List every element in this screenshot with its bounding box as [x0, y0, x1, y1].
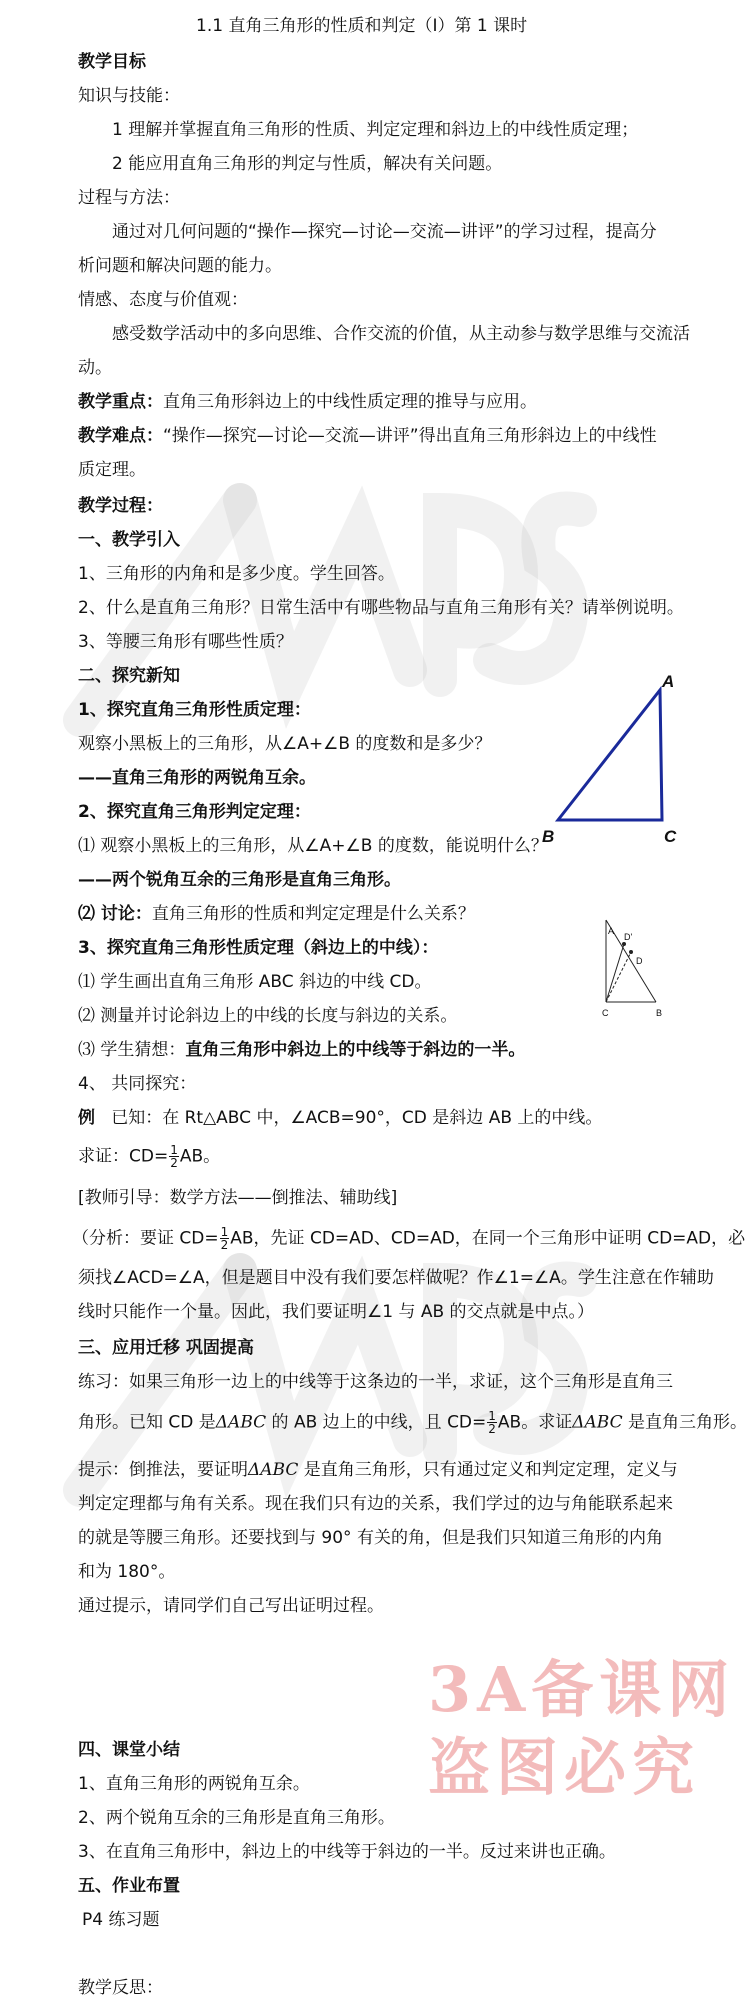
section-2-heading: 二、探究新知 [78, 666, 180, 686]
fraction-numerator: 1 [488, 1409, 496, 1423]
knowledge-label: 知识与技能： [78, 86, 180, 106]
fraction-numerator: 1 [170, 1143, 178, 1157]
fraction-denominator: 2 [488, 1422, 496, 1436]
fraction-denominator: 2 [170, 1156, 178, 1170]
analysis-line-3: 线时只能作一个量。因此，我们要证明∠1 与 AB 的交点就是中点。） [78, 1302, 595, 1322]
hint-line-3: 的就是等腰三角形。还要找到与 90° 有关的角，但是我们只知道三角形的内角 [78, 1528, 663, 1548]
example-line [78, 1106, 602, 1130]
hint-line-5: 通过提示，请同学们自己写出证明过程。 [78, 1596, 384, 1616]
fig2-d-label: D [636, 956, 643, 966]
section-1-item-2: 2、什么是直角三角形？日常生活中有哪些物品与直角三角形有关？请举例说明。 [78, 598, 684, 618]
prove-pre: 求证：CD= [78, 1146, 169, 1167]
section-4-heading: 四、课堂小结 [78, 1740, 180, 1760]
summary-item-1: 1、直角三角形的两锐角互余。 [78, 1774, 310, 1794]
exercise-line-1: 练习：如果三角形一边上的中线等于这条边的一半，求证，这个三角形是直角三 [78, 1372, 673, 1392]
process-text-1: 通过对几何问题的“操作—探究—讨论—交流—讲评”的学习过程，提高分 [112, 222, 657, 242]
section-2-item-4: 2、探究直角三角形判定定理： [78, 802, 311, 822]
hint-1a: 提示：倒推法，要证明 [78, 1460, 248, 1480]
exercise-2f: 是直角三角形。 [622, 1412, 747, 1433]
reflection-label: 教学反思： [78, 1978, 163, 1998]
hint-line-1 [78, 1458, 678, 1482]
vertex-c-label: C [664, 827, 677, 846]
knowledge-item-2: 2 能应用直角三角形的判定与性质，解决有关问题。 [112, 154, 503, 174]
section-2-item-1: 1、探究直角三角形性质定理： [78, 700, 311, 720]
figure-right-triangle [540, 670, 690, 860]
section-2-item-8: 3、探究直角三角形性质定理（斜边上的中线）： [78, 938, 439, 958]
process-heading: 教学过程： [78, 496, 163, 516]
hint-line-2: 判定定理都与角有关系。现在我们只有边的关系，我们学过的边与角能联系起来 [78, 1494, 673, 1514]
point-d-prime [622, 942, 626, 946]
guess-text: 直角三角形中斜边上的中线等于斜边的一半。 [185, 1040, 526, 1060]
process-label: 过程与方法： [78, 188, 180, 208]
prove-line [78, 1144, 220, 1169]
prove-post: AB。 [179, 1146, 221, 1167]
emotion-label: 情感、态度与价值观： [78, 290, 248, 310]
exercise-2c: 的 AB 边上的中线，且 CD= [266, 1412, 487, 1433]
section-1-item-3: 3、等腰三角形有哪些性质？ [78, 632, 293, 652]
half-fraction [487, 1410, 497, 1435]
section-2-item-5: ⑴ 观察小黑板上的三角形，从∠A+∠B 的度数，能说明什么？ [78, 836, 548, 856]
key-label: 教学重点： [78, 392, 163, 412]
knowledge-item-1: 1 理解并掌握直角三角形的性质、判定定理和斜边上的中线性质定理； [112, 120, 639, 140]
half-fraction [220, 1226, 230, 1251]
discuss-label: ⑵ 讨论： [78, 904, 152, 924]
section-2-item-3: ——直角三角形的两锐角互余。 [78, 768, 316, 788]
figure-median-triangle [590, 912, 680, 1032]
vertex-b-label: B [542, 827, 555, 846]
teacher-guide: [教师引导：数学方法——倒推法、辅助线] [78, 1188, 398, 1208]
watermark-line-1: 3A备课网 [428, 1653, 736, 1726]
summary-item-2: 2、两个锐角互余的三角形是直角三角形。 [78, 1808, 395, 1828]
point-d [629, 950, 633, 954]
median-cd [606, 952, 631, 1002]
difficulty-label: 教学难点： [78, 426, 163, 446]
section-2-item-11 [78, 1038, 525, 1062]
fraction-denominator: 2 [220, 1238, 229, 1252]
vertex-a-label: A [662, 672, 675, 691]
key-point [78, 390, 537, 414]
section-2-item-9: ⑴ 学生画出直角三角形 ABC 斜边的中线 CD。 [78, 972, 432, 992]
section-3-heading: 三、应用迁移 巩固提高 [78, 1338, 254, 1358]
section-1-item-1: 1、三角形的内角和是多少度。学生回答。 [78, 564, 395, 584]
triangle-abc-symbol: ΔABC [248, 1460, 299, 1480]
goals-heading: 教学目标 [78, 52, 146, 72]
emotion-text-1: 感受数学活动中的多向思维、合作交流的价值，从主动参与数学思维与交流活 [112, 324, 690, 344]
analysis-1a: （分析：要证 CD= [72, 1228, 219, 1249]
section-1-heading: 一、教学引入 [78, 530, 180, 550]
difficulty-text: “操作—探究—讨论—交流—讲评”得出直角三角形斜边上的中线性 [163, 426, 657, 446]
fig2-b-label: B [656, 1008, 663, 1018]
triangle-abc-symbol: ΔABC [215, 1412, 267, 1433]
section-2-item-12: 4、 共同探究： [78, 1074, 197, 1094]
key-text: 直角三角形斜边上的中线性质定理的推导与应用。 [163, 392, 537, 412]
difficulty [78, 424, 657, 448]
triangle-outline [558, 690, 662, 820]
exercise-2a: 角形。已知 CD 是 [78, 1412, 216, 1433]
analysis-1b: AB，先证 CD=AD、CD=AD，在同一个三角形中证明 CD=AD，必 [230, 1228, 746, 1249]
section-2-item-7 [78, 902, 475, 926]
guess-label: ⑶ 学生猜想： [78, 1040, 186, 1060]
difficulty-text-2: 质定理。 [78, 460, 146, 480]
summary-item-3: 3、在直角三角形中，斜边上的中线等于斜边的一半。反过来讲也正确。 [78, 1842, 616, 1862]
exercise-2d: AB。求证 [497, 1412, 573, 1433]
fig2-dprime-label: D' [624, 932, 633, 942]
section-5-heading: 五、作业布置 [78, 1876, 180, 1896]
emotion-text-2: 动。 [78, 358, 112, 378]
analysis-line-1 [72, 1226, 745, 1251]
discuss-text: 直角三角形的性质和判定定理是什么关系？ [151, 904, 475, 924]
auxiliary-line [606, 944, 624, 1002]
watermark-line-2: 盗图必究 [428, 1731, 701, 1804]
example-label: 例 [78, 1108, 95, 1128]
analysis-line-2: 须找∠ACD=∠A，但是题目中没有我们要怎样做呢？作∠1=∠A。学生注意在作辅助 [78, 1268, 714, 1288]
section-2-item-6: ——两个锐角互余的三角形是直角三角形。 [78, 870, 401, 890]
fraction-numerator: 1 [220, 1225, 229, 1239]
fig2-c-label: C [602, 1008, 609, 1018]
example-text: 已知：在 Rt△ABC 中，∠ACB=90°，CD 是斜边 AB 上的中线。 [111, 1108, 603, 1128]
process-text-2: 析问题和解决问题的能力。 [78, 256, 282, 276]
section-2-item-2: 观察小黑板上的三角形，从∠A+∠B 的度数和是多少？ [78, 734, 492, 754]
half-fraction [169, 1144, 179, 1169]
triangle-abc-symbol: ΔABC [572, 1412, 623, 1433]
exercise-line-2 [78, 1410, 747, 1435]
doc-title: 1.1 直角三角形的性质和判定（Ⅰ）第 1 课时 [196, 16, 528, 36]
hint-line-4: 和为 180°。 [78, 1562, 176, 1582]
section-2-item-10: ⑵ 测量并讨论斜边上的中线的长度与斜边的关系。 [78, 1006, 458, 1026]
fig2-a-label: A [608, 926, 615, 936]
homework-item: P4 练习题 [82, 1910, 160, 1930]
hint-1c: 是直角三角形，只有通过定义和判定定理，定义与 [298, 1460, 678, 1480]
